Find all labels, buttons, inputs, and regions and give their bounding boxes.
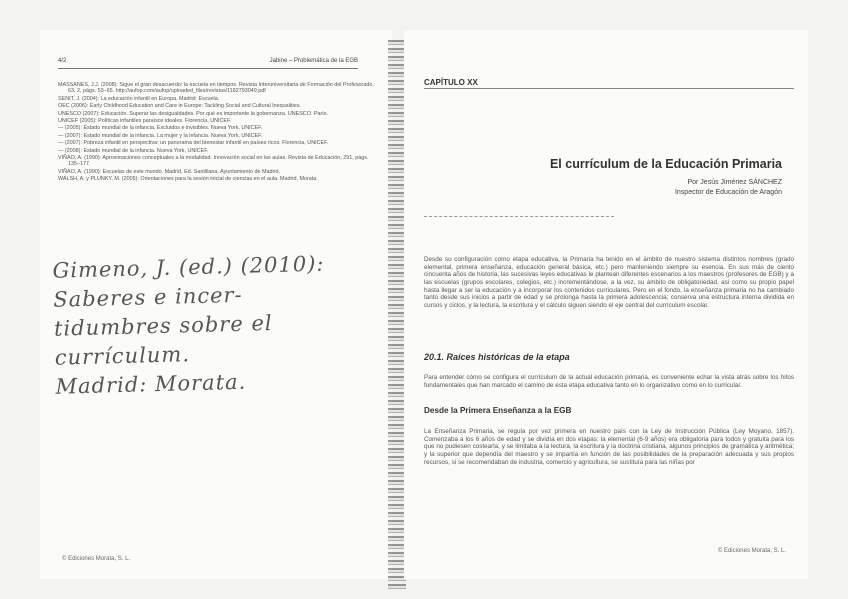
running-head (58, 58, 358, 69)
chapter-label: CAPÍTULO XX (424, 78, 478, 87)
reference-item: UNESCO (2007): Educación. Superar las desigualdades. Por qué es importante la gobernanza. UNESCO. París. (58, 110, 328, 117)
author-name: Por Jesús Jiménez SÁNCHEZ (687, 179, 782, 186)
reference-item: MASSANES, J.J. (2008): Sigue el gran desacuerdo: la escuela en tiempos. Revista Interuniversitaria de Formación del Profesorado, 63, 2, págs. 53–65. http://aufop.com/aufop/uploaded_files/revistas/1182793049.pdf (58, 82, 374, 95)
left-footer: © Ediciones Morata, S. L. (62, 556, 131, 562)
author-role: Inspector de Educación de Aragón (674, 189, 782, 196)
divider (424, 88, 794, 89)
right-footer: © Ediciones Morata, S. L. (717, 548, 786, 554)
handwritten-line: Madrid: Morata. (55, 369, 247, 399)
reference-item: — (2007): Estado mundial de la infancia. La mujer y la infancia. Nueva York, UNICEF. (58, 132, 263, 139)
running-head-title: Jabine – Problemática de la EGB (269, 58, 358, 64)
left-page (40, 30, 392, 579)
reference-list (58, 82, 376, 184)
reference-item: — (2005): Estado mundial de la infancia. Excluidos e invisibles. Nueva York, UNICEF. (58, 125, 263, 132)
author-block (675, 178, 782, 198)
reference-item: OEC (2006): Early Childhood Education and Care in Europe: Tackling Social and Cultural Inequalities. (58, 103, 301, 110)
reference-item: — (2008): Estado mundial de la infancia. Nueva York, UNICEF. (58, 147, 209, 154)
handwritten-line: tidumbres sobre el currículum. (53, 310, 273, 370)
right-page (404, 30, 808, 579)
reference-item: SENIT, J. (2004): La educación infantil en Europa. Madrid: Escuela. (58, 95, 220, 102)
reference-item: — (2007): Pobreza infantil en perspectiva: un panorama del bienestar infantil en países ricos. Florencia, UNICEF. (58, 140, 329, 147)
section-heading: 20.1. Raíces históricas de la etapa (424, 352, 570, 362)
handwritten-note (52, 247, 416, 401)
section-paragraph: Para entender cómo se configura el currículum de la actual educación primaria, es conveniente echar la vista atrás sobre los hitos fundamentales que han marcado el camino de esta etapa educativa tanto en lo organizativo como en lo curricular. (424, 374, 794, 389)
reference-item: VIÑAO, A. (1990): Escuelas de este mundo. Madrid, Ed. Santillana. Ayuntamiento de Madrid. (58, 168, 280, 175)
reference-item: WALSH, A. y PLUNKY, M. (2005): Orientaciones para la sesión inicial de ciencias en el aula. Madrid, Morata. (58, 176, 318, 183)
subsection-paragraph: La Enseñanza Primaria, se regula por vez primera en nuestro país con la Ley de Instrucción Pública (Ley Moyano, 1857). Comenzaba a los 6 años de edad y se dividía en dos etapas: la elemental (6-9 años) era obligatoria para todos y gratuita para los que no pudiesen costearla, y se limitaba a la lectura, la escritura y la doctrina cristiana, algunos principios de gramática y aritmética; y la superior que dependía del maestro y se impartía en función de las posibilidades de la preparación adecuada y sus propios recursos, si se recomendaban de industria, comercio y agricultura, se sustituía para las niñas por (424, 428, 794, 466)
intro-paragraph: Desde su configuración como etapa educativa, la Primaria ha tenido en el ámbito de nuestro sistema distintos nombres (grado elemental, primera enseñanza, educación general básica, etc.) pero manteniendo siempre su esencia. En sus más de ciento cincuenta años de historia, las sucesivas leyes educativas le plantean diferentes escenarios a los maestros (profesores de EGB) y a las escuelas (grupos escolares, colegios, etc.) incrementándose, a la vez, su ámbito de obligatoriedad, así como su propio papel hasta llegar a ser la educación y a incorporar los contenidos curriculares. Pero en el fondo, la enseñanza primaria no ha cambiado tanto desde sus inicios a partir de edad y se prolonga hasta la primera adolescencia; conserva una estructura interna dividida en cursos y ciclos, y la lectura, la escritura y el cálculo siguen siendo el eje central del currículum escolar. (424, 256, 794, 309)
running-head-page: 4/2 (58, 58, 67, 64)
subsection-heading: Desde la Primera Enseñanza a la EGB (424, 406, 572, 415)
chapter-title: El currículum de la Educación Primaria (549, 157, 782, 171)
divider (424, 216, 614, 217)
handwritten-line: Gimeno, J. (ed.) (2010): Saberes e incer- (52, 251, 325, 312)
reference-item: VIÑAO, A. (1990): Aproximaciones conceptuales a la modalidad. Innovación social en las aulas. Revista de Educación, 291, págs. 135–177. (58, 155, 369, 168)
reference-item: UNICEF (2005): Políticas infantiles paraísos ideales. Florencia, UNICEF. (58, 118, 232, 125)
